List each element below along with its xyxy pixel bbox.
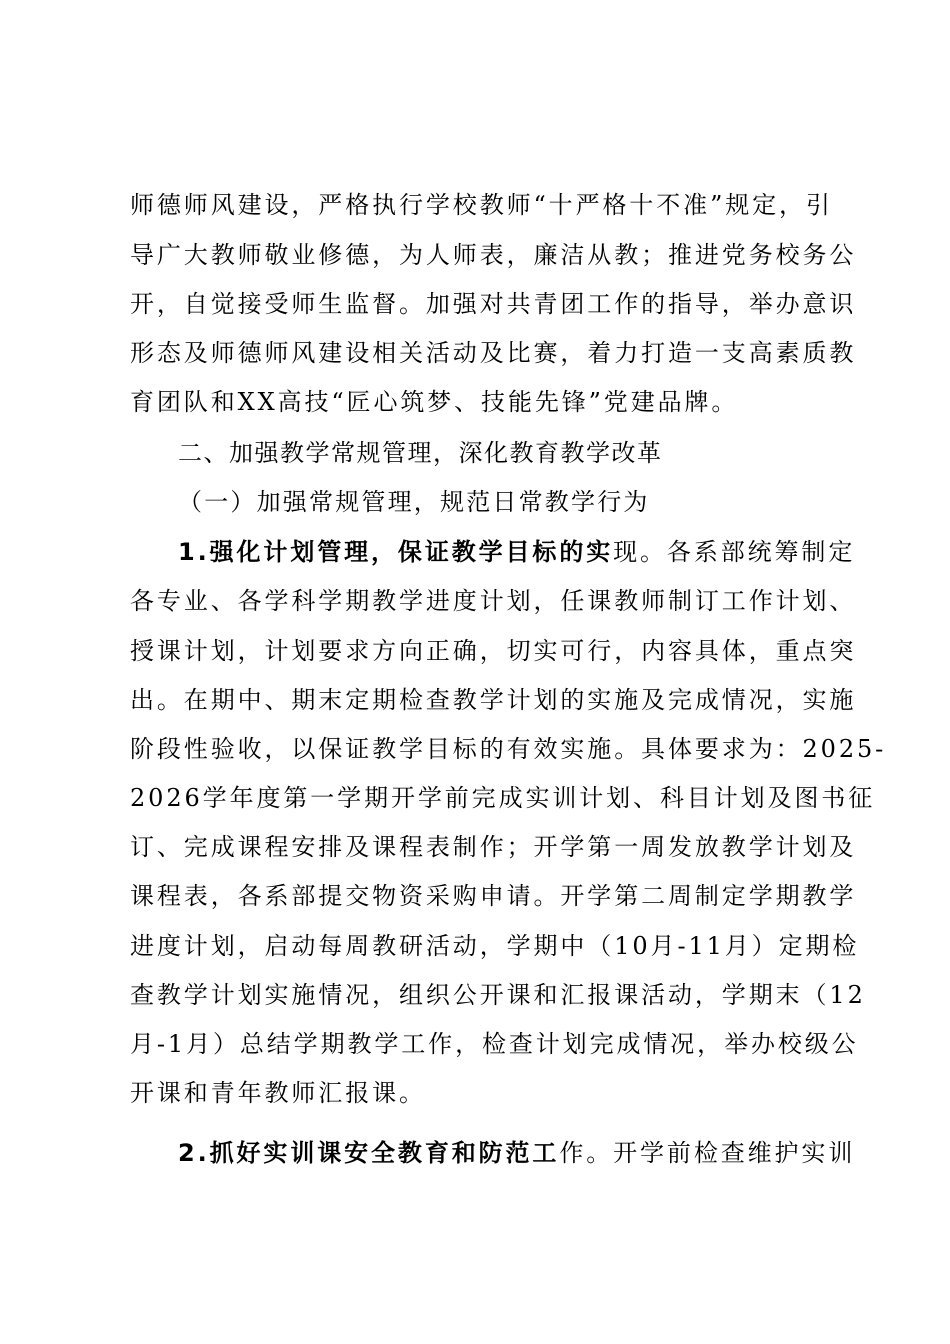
subsection-heading: （一）加强常规管理，规范日常教学行为 bbox=[178, 488, 650, 516]
paragraph-line: 师德师风建设，严格执行学校教师“十严格十不准”规定，引 bbox=[130, 191, 833, 219]
paragraph-line: 课程表，各系部提交物资采购申请。开学第二周制定学期教学 bbox=[130, 882, 857, 910]
item-2-rest: 作。开学前检查维护实训 bbox=[559, 1139, 856, 1167]
paragraph-line: 月-1月）总结学期教学工作，检查计划完成情况，举办校级公 bbox=[130, 1030, 859, 1058]
paragraph-line: 进度计划，启动每周教研活动，学期中（10月-11月）定期检 bbox=[130, 932, 860, 960]
paragraph-line: 各专业、各学科学期教学进度计划，任课教师制订工作计划、 bbox=[130, 587, 857, 615]
item-1-first-line bbox=[178, 535, 856, 569]
paragraph-line: 开课和青年教师汇报课。 bbox=[130, 1079, 426, 1107]
paragraph-line: 授课计划，计划要求方向正确，切实可行，内容具体，重点突 bbox=[130, 637, 857, 665]
paragraph-line: 阶段性验收，以保证教学目标的有效实施。具体要求为：2025- bbox=[130, 735, 887, 763]
paragraph-line: 导广大教师敬业修德，为人师表，廉洁从教；推进党务校务公 bbox=[130, 241, 857, 269]
section-heading: 二、加强教学常规管理，深化教育教学改革 bbox=[178, 439, 663, 467]
paragraph-line: 形态及师德师风建设相关活动及比赛，着力打造一支高素质教 bbox=[130, 339, 857, 367]
paragraph-line: 开，自觉接受师生监督。加强对共青团工作的指导，举办意识 bbox=[130, 290, 857, 318]
item-2-bold-lead: 2.抓好实训课安全教育和防范工 bbox=[178, 1139, 560, 1167]
paragraph-line: 2026学年度第一学期开学前完成实训计划、科目计划及图书征 bbox=[130, 784, 876, 812]
paragraph-line: 订、完成课程安排及课程表制作；开学第一周发放教学计划及 bbox=[130, 833, 857, 861]
item-1-bold-lead: 1.强化计划管理，保证教学目标的实 bbox=[178, 538, 614, 566]
item-1-rest: 现。各系部统筹制定 bbox=[613, 538, 856, 566]
paragraph-line: 出。在期中、期末定期检查教学计划的实施及完成情况，实施 bbox=[130, 686, 857, 714]
paragraph-line: 查教学计划实施情况，组织公开课和汇报课活动，学期末（12 bbox=[130, 981, 866, 1009]
item-2-first-line bbox=[178, 1136, 856, 1170]
paragraph-line: 育团队和XX高技“匠心筑梦、技能先锋”党建品牌。 bbox=[130, 388, 739, 416]
